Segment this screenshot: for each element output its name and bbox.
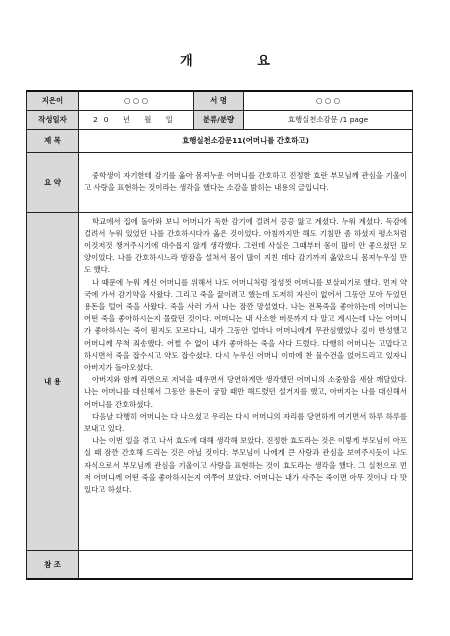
- content-cell: [79, 212, 413, 550]
- reviewer-label: 서 명: [194, 91, 244, 110]
- subject-value: 효행실천소감문11(어머니를 간호하고): [79, 129, 413, 152]
- reference-value: [79, 550, 413, 579]
- reference-label: 참 조: [27, 550, 79, 579]
- date-label: 작성일자: [27, 110, 79, 129]
- author-label: 지은이: [27, 91, 79, 110]
- subject-label: 제 목: [27, 129, 79, 152]
- content-paragraph: 나는 이번 일을 겪고 나서 효도에 대해 생각해 보았다. 진정한 효도라는 것은 이렇게 부모님이 아프실 때 잠깐 간호해 드리는 것은 아닐 것이다. 부모님이 나에게 큰 사랑과 관심을 보여주시듯이 나도 자식으로서 부모님께 관심을 기울이고 사랑을 표현하는 것이 효도라는 생각을 했다. 그 실천으로 먼저 어머니께 어떤 죽을 좋아하시는지 여쭈어 보았다. 어머니는 내가 사주는 죽이면 아무 것이나 다 맛있다고 하셨다.: [84, 436, 407, 494]
- content-paragraph: 나 때문에 누워 계신 어머니를 위해서 나도 어머니처럼 정성껏 어머니를 보살피기로 했다. 먼저 약국에 가서 감기약을 사왔다. 그리고 죽을 끓이려고 했는데 도저히 자신이 없어서 그동안 모아 두었던 용돈을 털어 죽을 사왔다. 죽을 사러 가서 나는 잠깐 망설였다. 나는 전복죽을 좋아하는데 어머니는 어떤 죽을 좋아하시는지 몰랐던 것이다. 어머니는 내 사소한 버릇까지 다 알고 계시는데 나는 어머니가 좋아하시는 죽이 뭔지도 모르다니, 내가 그동안 얼마나 어머니에게 무관심했었나 깊이 반성했고 어머니께 무척 죄송했다. 어쩔 수 없이 내가 좋아하는 죽을 사다 드렸다. 다행히 어머니는 고맙다고 하시면서 죽을 잡수시고 약도 잡수셨다. 다시 누우신 어머니 이마에 찬 물수건을 얹어드리고 있자니 아버지가 돌아오셨다.: [84, 277, 407, 372]
- author-value: ○ ○ ○: [79, 91, 194, 110]
- reviewer-value: ○ ○ ○: [244, 91, 413, 110]
- content-paragraph: 아버지와 함께 라면으로 저녁을 때우면서 당연하게만 생각했던 어머니의 소중함을 새삼 깨달았다. 나는 어머니를 대신해서 그동안 용돈이 궁할 때만 해드렸던 설거지를 했고, 아버지는 나를 대신해서 어머니를 간호하셨다.: [84, 375, 407, 409]
- content-paragraph: 학교에서 집에 돌아와 보니 어머니가 독한 감기에 걸려서 끙끙 앓고 계셨다. 누워 계셨다. 독감에 걸려서 누워 있었던 나를 간호하시다가 옮은 것이었다. 아침까지만 해도 기침만 좀 하셨지 평소처럼 이것저것 챙겨주시기에 대수롭지 않게 생각했다. 그런데 사실은 그때부터 몸이 많이 안 좋으셨던 모양이었다. 나를 간호하시느라 밤잠을 설쳐서 몸이 많이 지친 데다 감기까지 옮았으니 몸져누우실 만도 했다.: [84, 216, 407, 275]
- content-label: 내 용: [27, 212, 79, 550]
- content-paragraph: 다음날 다행히 어머니는 다 나으셨고 우리는 다시 어머니의 자리를 당연하게 여기면서 하루 하루를 보내고 있다.: [84, 411, 407, 433]
- category-label: 분류/분량: [194, 110, 244, 129]
- summary-text: 중학생이 자기한테 감기를 옮아 몸져누운 어머니를 간호하고 진정한 효란 부모님께 관심을 기울이고 사랑을 표현하는 것이라는 생각을 했다는 소감을 밝히는 내용의 글입니다.: [84, 170, 407, 192]
- summary-cell: [79, 152, 413, 212]
- overview-form: [26, 90, 413, 580]
- page-title: 개 요: [180, 54, 300, 69]
- category-value: 효행실천소감문 /1 page: [244, 110, 413, 129]
- summary-label: 요 약: [27, 152, 79, 212]
- date-value: 20 년 월 일: [79, 110, 194, 129]
